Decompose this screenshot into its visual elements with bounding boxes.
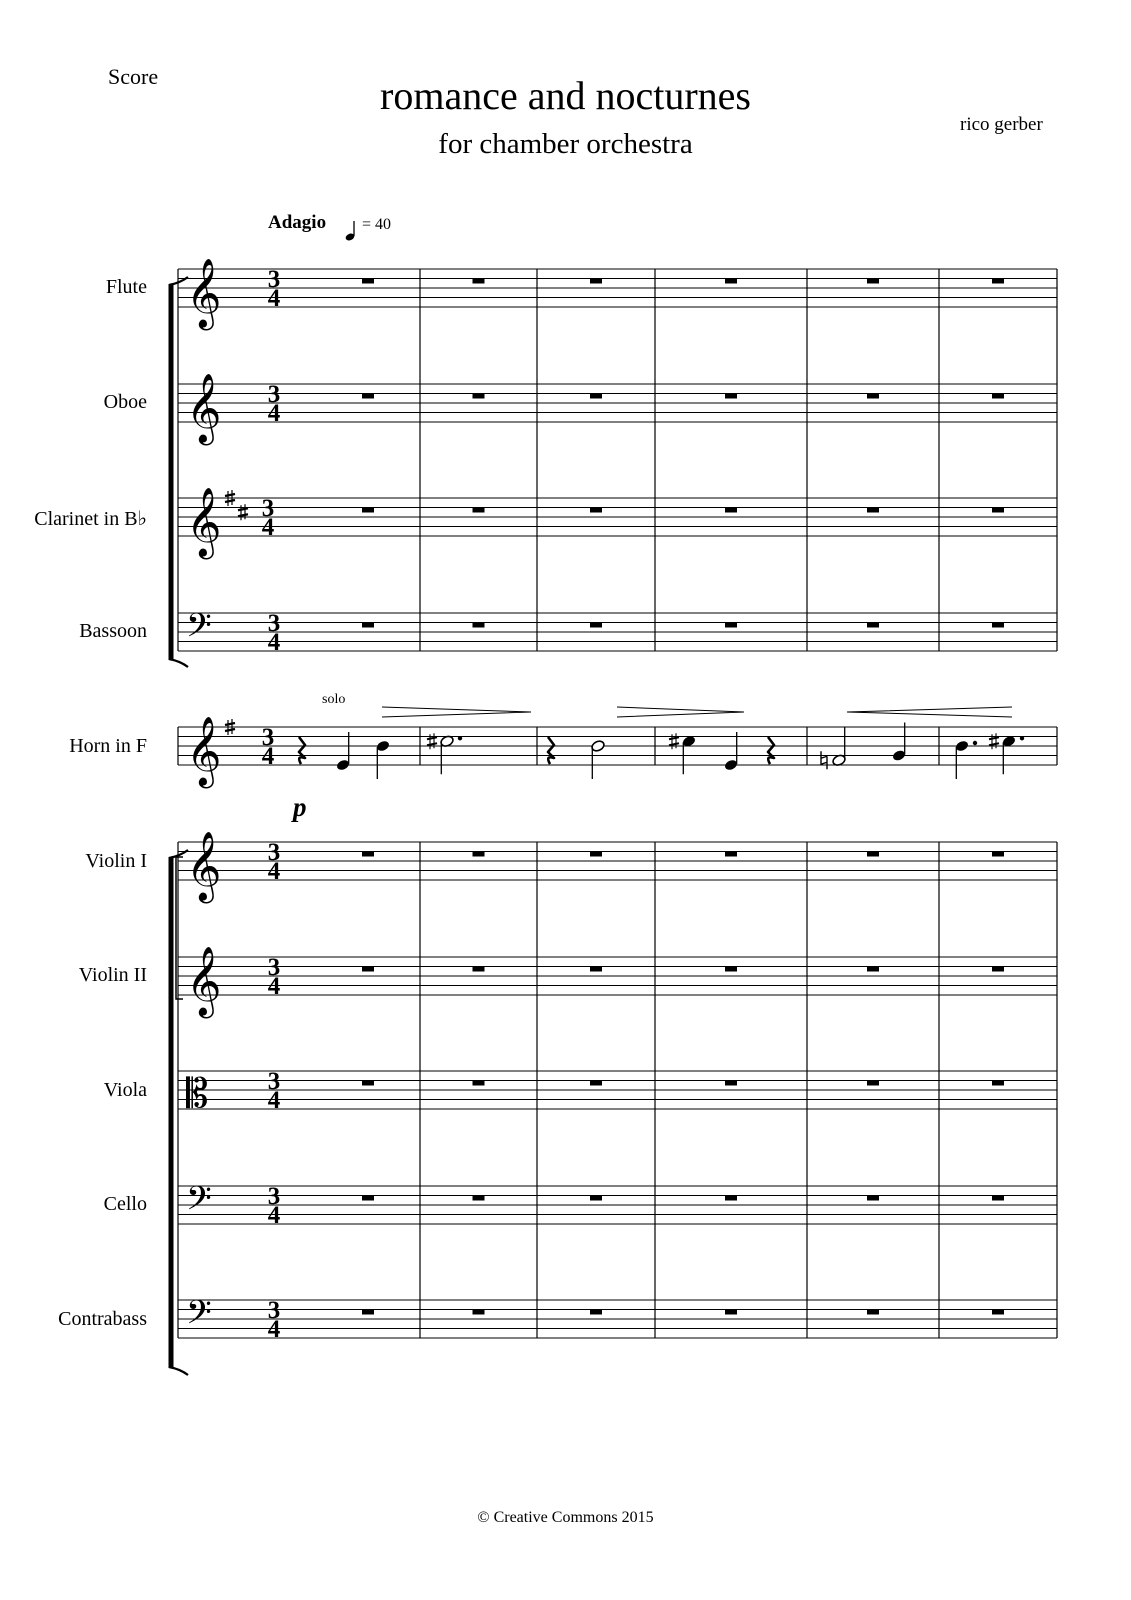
bass-clef-icon: 𝄢 <box>186 607 212 653</box>
whole-rest-icon <box>590 1196 602 1201</box>
diminuendo-hairpin <box>382 707 531 717</box>
tempo-marking: Adagio <box>268 212 327 233</box>
whole-rest-icon <box>725 852 737 857</box>
instrument-label-clarinet: Clarinet in B♭ <box>34 508 147 530</box>
instrument-label-horn: Horn in F <box>69 735 147 757</box>
instrument-label-contrabass: Contrabass <box>58 1308 147 1330</box>
whole-rest-icon <box>362 279 374 284</box>
whole-rest-icon <box>867 1081 879 1086</box>
note <box>591 739 606 779</box>
svg-text:4: 4 <box>267 1202 281 1229</box>
instrument-label-violin-2: Violin II <box>78 964 147 986</box>
whole-rest-icon <box>473 967 485 972</box>
staff-6 <box>178 842 1057 880</box>
whole-rest-icon <box>992 967 1004 972</box>
whole-rest-icon <box>725 967 737 972</box>
staff-lines <box>178 269 1057 1338</box>
staff-3 <box>178 498 1057 536</box>
whole-rest-icon <box>725 508 737 513</box>
whole-rest-icon <box>725 1310 737 1315</box>
instrument-label-violin-1: Violin I <box>85 850 147 872</box>
whole-rest-icon <box>362 1310 374 1315</box>
whole-rest-icon <box>362 394 374 399</box>
svg-text:4: 4 <box>267 1316 281 1343</box>
svg-text:3: 3 <box>267 1297 281 1324</box>
treble-clef-icon: 𝄞 <box>186 487 222 557</box>
whole-rest-icon <box>992 1310 1004 1315</box>
whole-rest-icon <box>362 1196 374 1201</box>
whole-rest-icon <box>362 852 374 857</box>
time-signatures <box>262 266 281 1343</box>
svg-text:4: 4 <box>267 973 281 1000</box>
time-signature <box>268 381 281 427</box>
svg-text:3: 3 <box>267 381 281 408</box>
whole-rest-icon <box>473 623 485 628</box>
note <box>821 727 846 769</box>
copyright: © Creative Commons 2015 <box>477 1509 654 1526</box>
quarter-rest-icon <box>299 737 305 764</box>
bass-clef-icon: 𝄢 <box>186 1180 212 1226</box>
page-title: romance and nocturnes <box>380 73 751 118</box>
note <box>336 732 351 772</box>
whole-rest-icon <box>473 1081 485 1086</box>
whole-rest-icon <box>590 508 602 513</box>
svg-text:4: 4 <box>267 858 281 885</box>
note <box>989 733 1024 774</box>
whole-rest-icon <box>473 279 485 284</box>
instrument-label-cello: Cello <box>103 1193 147 1215</box>
whole-rest-icon <box>992 279 1004 284</box>
staff-7 <box>178 957 1057 995</box>
svg-text:4: 4 <box>267 285 281 312</box>
instrument-label-viola: Viola <box>103 1079 147 1101</box>
instrument-label-bassoon: Bassoon <box>79 620 147 642</box>
time-signature <box>268 610 281 656</box>
svg-text:3: 3 <box>267 839 281 866</box>
staff-2 <box>178 384 1057 422</box>
quarter-rest-icon <box>768 737 774 764</box>
whole-rest-icon <box>590 279 602 284</box>
whole-rest-icon <box>725 279 737 284</box>
svg-text:3: 3 <box>261 724 275 751</box>
svg-text:4: 4 <box>261 514 275 541</box>
quarter-rest-icon <box>548 737 554 764</box>
time-signature <box>268 1297 281 1343</box>
whole-rest-icon <box>867 279 879 284</box>
svg-text:3: 3 <box>267 1183 281 1210</box>
whole-rest-icon <box>473 394 485 399</box>
bass-clef-icon: 𝄢 <box>186 1294 212 1340</box>
time-signature <box>262 724 275 770</box>
treble-clef-icon: 𝄞 <box>186 373 222 443</box>
dynamic-piano: p <box>293 792 307 822</box>
whole-rest-icon <box>867 508 879 513</box>
svg-text:3: 3 <box>267 1068 281 1095</box>
svg-text:4: 4 <box>267 629 281 656</box>
solo-marking: solo <box>322 692 346 707</box>
note <box>376 739 391 779</box>
whole-rest-icon <box>473 1196 485 1201</box>
staff-9 <box>178 1186 1057 1224</box>
page-subtitle: for chamber orchestra <box>438 128 693 160</box>
note <box>955 739 978 779</box>
whole-rest-icon <box>725 1196 737 1201</box>
whole-rest-icon <box>473 852 485 857</box>
time-signature <box>268 954 281 1000</box>
staff-10 <box>178 1300 1057 1338</box>
svg-text:3: 3 <box>267 954 281 981</box>
treble-clef-icon: 𝄞 <box>186 716 222 786</box>
horn-melody <box>291 692 1024 822</box>
whole-rest-icon <box>867 623 879 628</box>
whole-rest-icon <box>590 623 602 628</box>
whole-rest-icon <box>590 1081 602 1086</box>
staff-1 <box>178 269 1057 307</box>
whole-rest-icon <box>867 852 879 857</box>
svg-text:3: 3 <box>261 495 275 522</box>
svg-text:3: 3 <box>267 266 281 293</box>
diminuendo-hairpin <box>617 707 744 717</box>
note <box>724 732 739 772</box>
whole-rest-icon <box>992 508 1004 513</box>
note <box>427 733 462 774</box>
alto-clef-icon: 𝄡 <box>186 1071 209 1117</box>
sharp-icon <box>238 504 248 520</box>
instrument-label-oboe: Oboe <box>103 391 147 413</box>
staff-8 <box>178 1071 1057 1109</box>
whole-rests <box>362 279 1004 1315</box>
whole-rest-icon <box>867 394 879 399</box>
svg-text:4: 4 <box>261 743 275 770</box>
whole-rest-icon <box>590 1310 602 1315</box>
crescendo-hairpin <box>847 707 1012 717</box>
whole-rest-icon <box>362 508 374 513</box>
score-label: Score <box>108 64 159 89</box>
whole-rest-icon <box>590 394 602 399</box>
treble-clef-icon: 𝄞 <box>186 258 222 328</box>
svg-text:4: 4 <box>267 400 281 427</box>
whole-rest-icon <box>473 508 485 513</box>
whole-rest-icon <box>992 623 1004 628</box>
whole-rest-icon <box>867 1196 879 1201</box>
svg-text:4: 4 <box>267 1087 281 1114</box>
time-signature <box>262 495 275 541</box>
clefs <box>186 258 221 1340</box>
whole-rest-icon <box>992 1196 1004 1201</box>
svg-text:3: 3 <box>267 610 281 637</box>
time-signature <box>268 1183 281 1229</box>
whole-rest-icon <box>362 967 374 972</box>
whole-rest-icon <box>992 852 1004 857</box>
whole-rest-icon <box>362 623 374 628</box>
treble-clef-icon: 𝄞 <box>186 831 222 901</box>
note <box>892 723 907 763</box>
whole-rest-icon <box>590 852 602 857</box>
treble-clef-icon: 𝄞 <box>186 946 222 1016</box>
composer-name: rico gerber <box>960 114 1043 135</box>
time-signature <box>268 266 281 312</box>
whole-rest-icon <box>590 967 602 972</box>
whole-rest-icon <box>362 1081 374 1086</box>
time-signature <box>268 839 281 885</box>
whole-rest-icon <box>725 394 737 399</box>
whole-rest-icon <box>473 1310 485 1315</box>
whole-rest-icon <box>725 623 737 628</box>
whole-rest-icon <box>992 1081 1004 1086</box>
whole-rest-icon <box>725 1081 737 1086</box>
instrument-label-flute: Flute <box>105 276 147 298</box>
note <box>669 733 696 774</box>
barlines <box>178 269 1057 1338</box>
staff-5 <box>178 727 1057 765</box>
whole-rest-icon <box>867 967 879 972</box>
tempo-bpm: = 40 <box>362 216 392 233</box>
time-signature <box>268 1068 281 1114</box>
whole-rest-icon <box>992 394 1004 399</box>
whole-rest-icon <box>867 1310 879 1315</box>
staff-4 <box>178 613 1057 651</box>
